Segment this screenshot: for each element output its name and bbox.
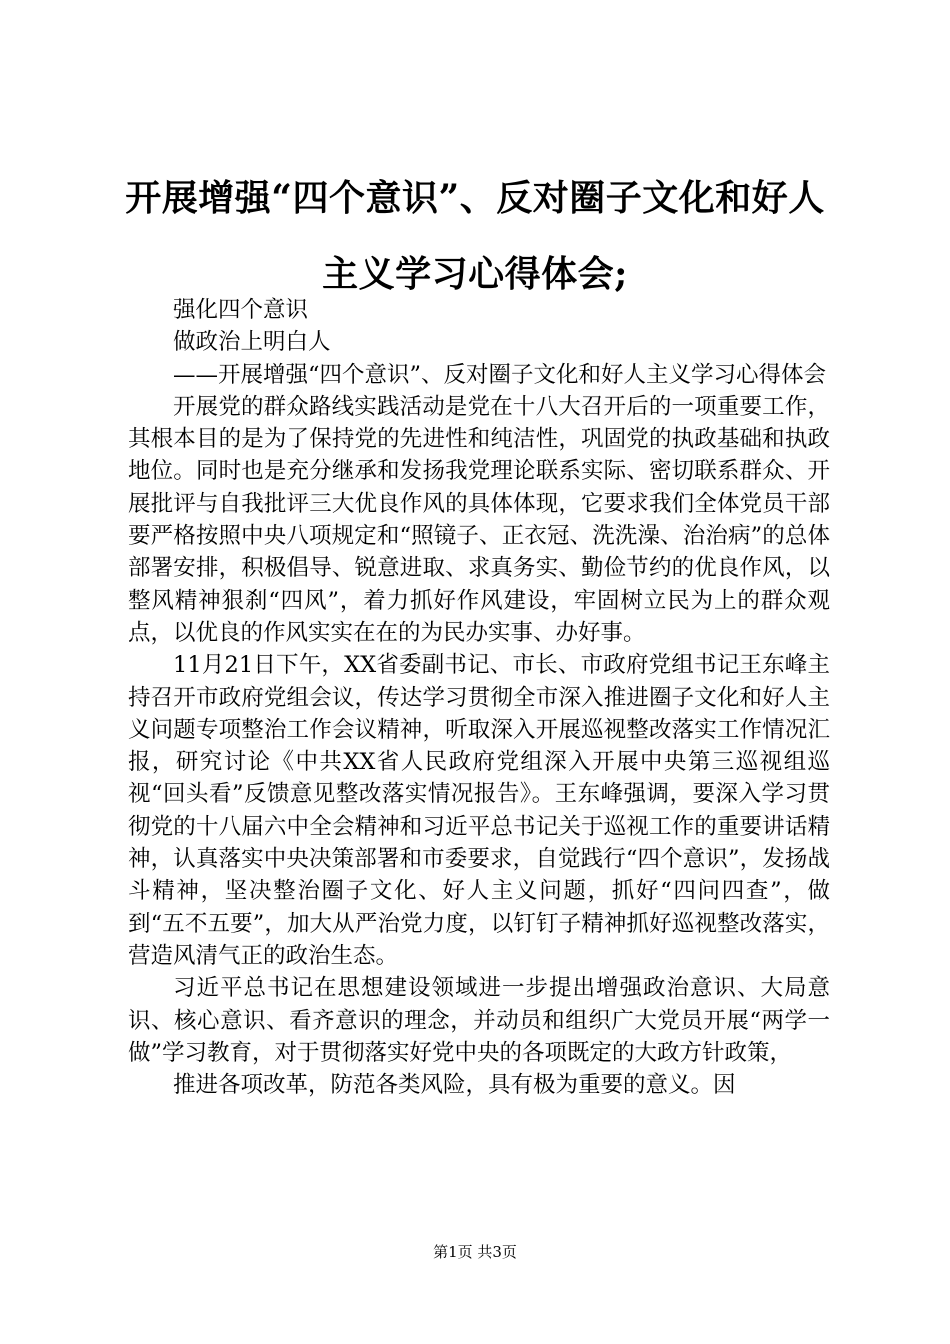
paragraph-body-4: 推进各项改革，防范各类风险，具有极为重要的意义。因 (173, 1072, 736, 1099)
document-body (128, 294, 830, 1101)
paragraph-subtitle: ——开展增强“四个意识”、反对圈子文化和好人主义学习心得体会 (173, 361, 827, 388)
paragraph-heading-1: 强化四个意识 (173, 297, 309, 323)
paragraph-body-2: 11月21日下午，XX省委副书记、市长、市政府党组书记王东峰主持召开市政府党组会议，传达学习贯彻全市深入推进圈子文化和好人主义问题专项整治工作会议精神，听取深入开展巡视整改落实工作情况汇报，研究讨论《中共XX省人民政府党组深入开展中央第三巡视组巡视“回头看”反馈意见整改落实情况报告》。王东峰强调，要深入学习贯彻党的十八届六中全会精神和习近平总书记关于巡视工作的重要讲话精神，认真落实中央决策部署和市委要求，自觉践行“四个意识”，发扬战斗精神，坚决整治圈子文化、好人主义问题，抓好“四问四查”，做到“五不五要”，加大从严治党力度，以钉钉子精神抓好巡视整改落实，营造风清气正的政治生态。 (128, 652, 830, 969)
paragraph-heading-2: 做政治上明白人 (173, 329, 331, 356)
document-title: 开展增强“四个意识”、反对圈子文化和好人主义学习心得体会; (125, 177, 825, 295)
paragraph-body-1: 开展党的群众路线实践活动是党在十八大召开后的一项重要工作，其根本目的是为了保持党的先进性和纯洁性，巩固党的执政基础和执政地位。同时也是充分继承和发扬我党理论联系实际、密切联系群众、开展批评与自我批评三大优良作风的具体体现，它要求我们全体党员干部要严格按照中央八项规定和“照镜子、正衣冠、洗洗澡、治治病”的总体部署安排，积极倡导、锐意进取、求真务实、勤俭节约的优良作风，以整风精神狠刹“四风”，着力抓好作风建设，牢固树立民为上的群众观点，以优良的作风实实在在的为民办实事、办好事。 (128, 393, 830, 646)
paragraph-body-3: 习近平总书记在思想建设领域进一步提出增强政治意识、大局意识、核心意识、看齐意识的理念，并动员和组织广大党员开展“两学一做”学习教育，对于贯彻落实好党中央的各项既定的大政方针政策， (128, 975, 830, 1066)
page-footer: 第1页 共3页 (433, 1243, 517, 1261)
